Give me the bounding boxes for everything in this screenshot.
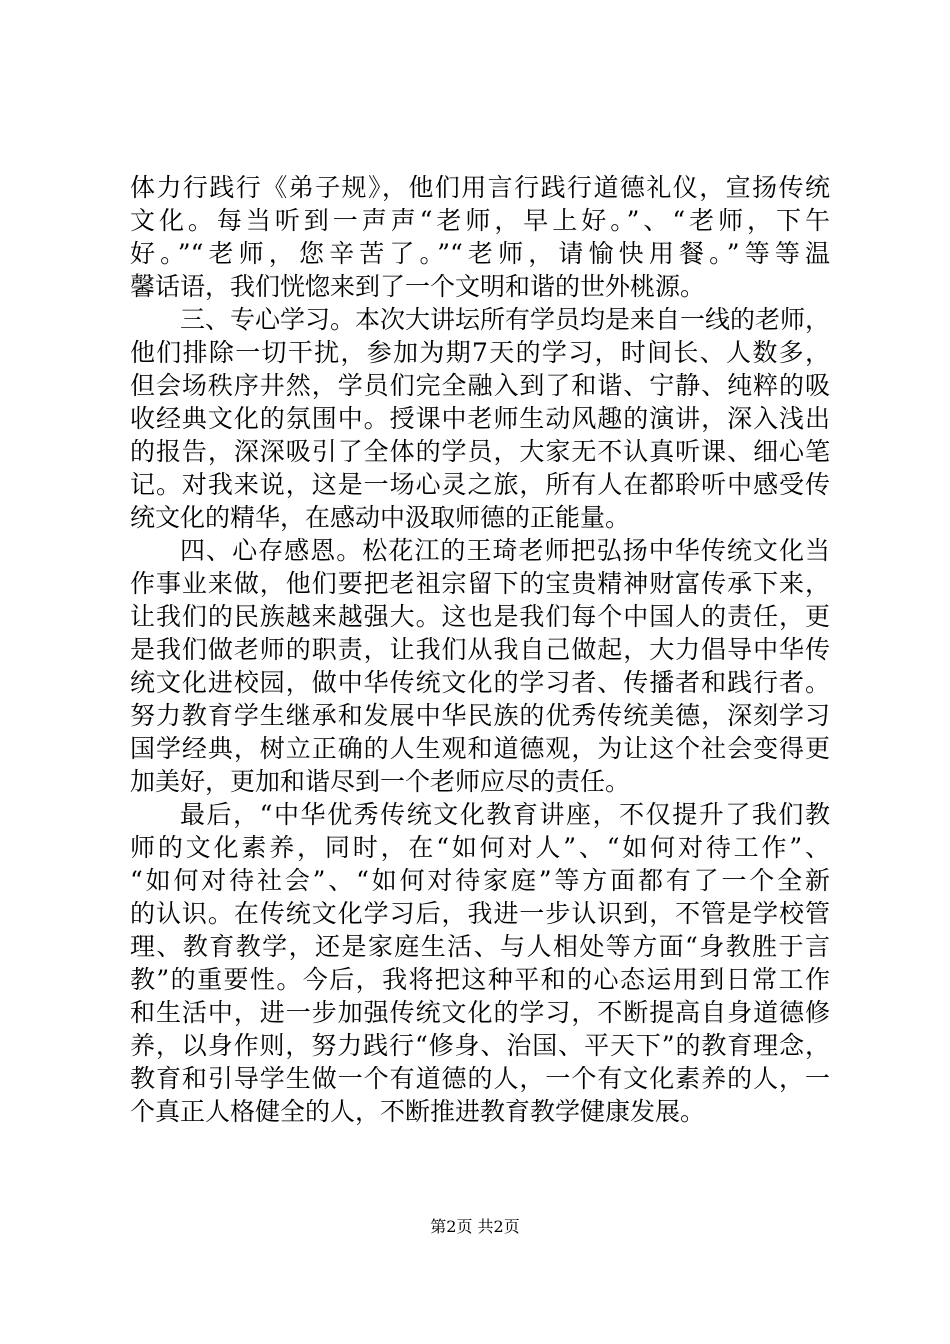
text-line: 体力行践行《弟子规》，他们用言行践行道德礼仪，宣扬传统 xyxy=(130,173,830,202)
text-line: 馨话语，我们恍惚来到了一个文明和谐的世外桃源。 xyxy=(130,272,706,301)
text-line: 国学经典，树立正确的人生观和道德观，为让这个社会变得更 xyxy=(130,734,830,763)
text-line: 的认识。在传统文化学习后，我进一步认识到，不管是学校管 xyxy=(130,899,830,928)
text-line: 记。对我来说，这是一场心灵之旅，所有人在都聆听中感受传 xyxy=(130,470,830,499)
text-line: 教育和引导学生做一个有道德的人，一个有文化素养的人，一 xyxy=(130,1064,830,1093)
text-line: 养，以身作则，努力践行“修身、治国、平天下”的教育理念， xyxy=(130,1031,830,1060)
text-line: 三、专心学习。本次大讲坛所有学员均是来自一线的老师， xyxy=(180,305,831,334)
text-line: 统文化进校园，做中华传统文化的学习者、传播者和践行者。 xyxy=(130,668,830,697)
text-line: 让我们的民族越来越强大。这也是我们每个中国人的责任，更 xyxy=(130,602,830,631)
text-line: 个真正人格健全的人，不断推进教育教学健康发展。 xyxy=(130,1097,706,1126)
text-line: 四、心存感恩。松花江的王琦老师把弘扬中华传统文化当 xyxy=(180,536,830,565)
text-line: 努力教育学生继承和发展中华民族的优秀传统美德，深刻学习 xyxy=(130,701,830,730)
page-footer: 第2页 共2页 xyxy=(430,1217,520,1236)
text-line: 好。”“老师，您辛苦了。”“老师，请愉快用餐。”等等温 xyxy=(130,239,830,268)
text-line: “如何对待社会”、“如何对待家庭”等方面都有了一个全新 xyxy=(130,866,830,895)
text-line: 和生活中，进一步加强传统文化的学习，不断提高自身道德修 xyxy=(130,998,830,1027)
text-line: 的报告，深深吸引了全体的学员，大家无不认真听课、细心笔 xyxy=(130,437,830,466)
text-line: 师的文化素养，同时，在“如何对人”、“如何对待工作”、 xyxy=(130,833,830,862)
text-line: 加美好，更加和谐尽到一个老师应尽的责任。 xyxy=(130,767,631,796)
text-line: 他们排除一切干扰，参加为期7天的学习，时间长、人数多， xyxy=(130,338,830,367)
text-line: 但会场秩序井然，学员们完全融入到了和谐、宁静、纯粹的吸 xyxy=(130,371,830,400)
document-body xyxy=(130,171,830,1128)
text-line: 统文化的精华，在感动中汲取师德的正能量。 xyxy=(130,503,631,532)
text-line: 教”的重要性。今后，我将把这种平和的心态运用到日常工作 xyxy=(130,965,830,994)
text-line: 是我们做老师的职责，让我们从我自己做起，大力倡导中华传 xyxy=(130,635,830,664)
text-line: 收经典文化的氛围中。授课中老师生动风趣的演讲，深入浅出 xyxy=(130,404,830,433)
text-line: 文化。每当听到一声声“老师，早上好。”、“老师，下午 xyxy=(130,206,830,235)
text-line: 作事业来做，他们要把老祖宗留下的宝贵精神财富传承下来， xyxy=(130,569,830,598)
text-line: 最后，“中华优秀传统文化教育讲座，不仅提升了我们教 xyxy=(180,800,830,829)
text-line: 理、教育教学，还是家庭生活、与人相处等方面“身教胜于言 xyxy=(130,932,830,961)
